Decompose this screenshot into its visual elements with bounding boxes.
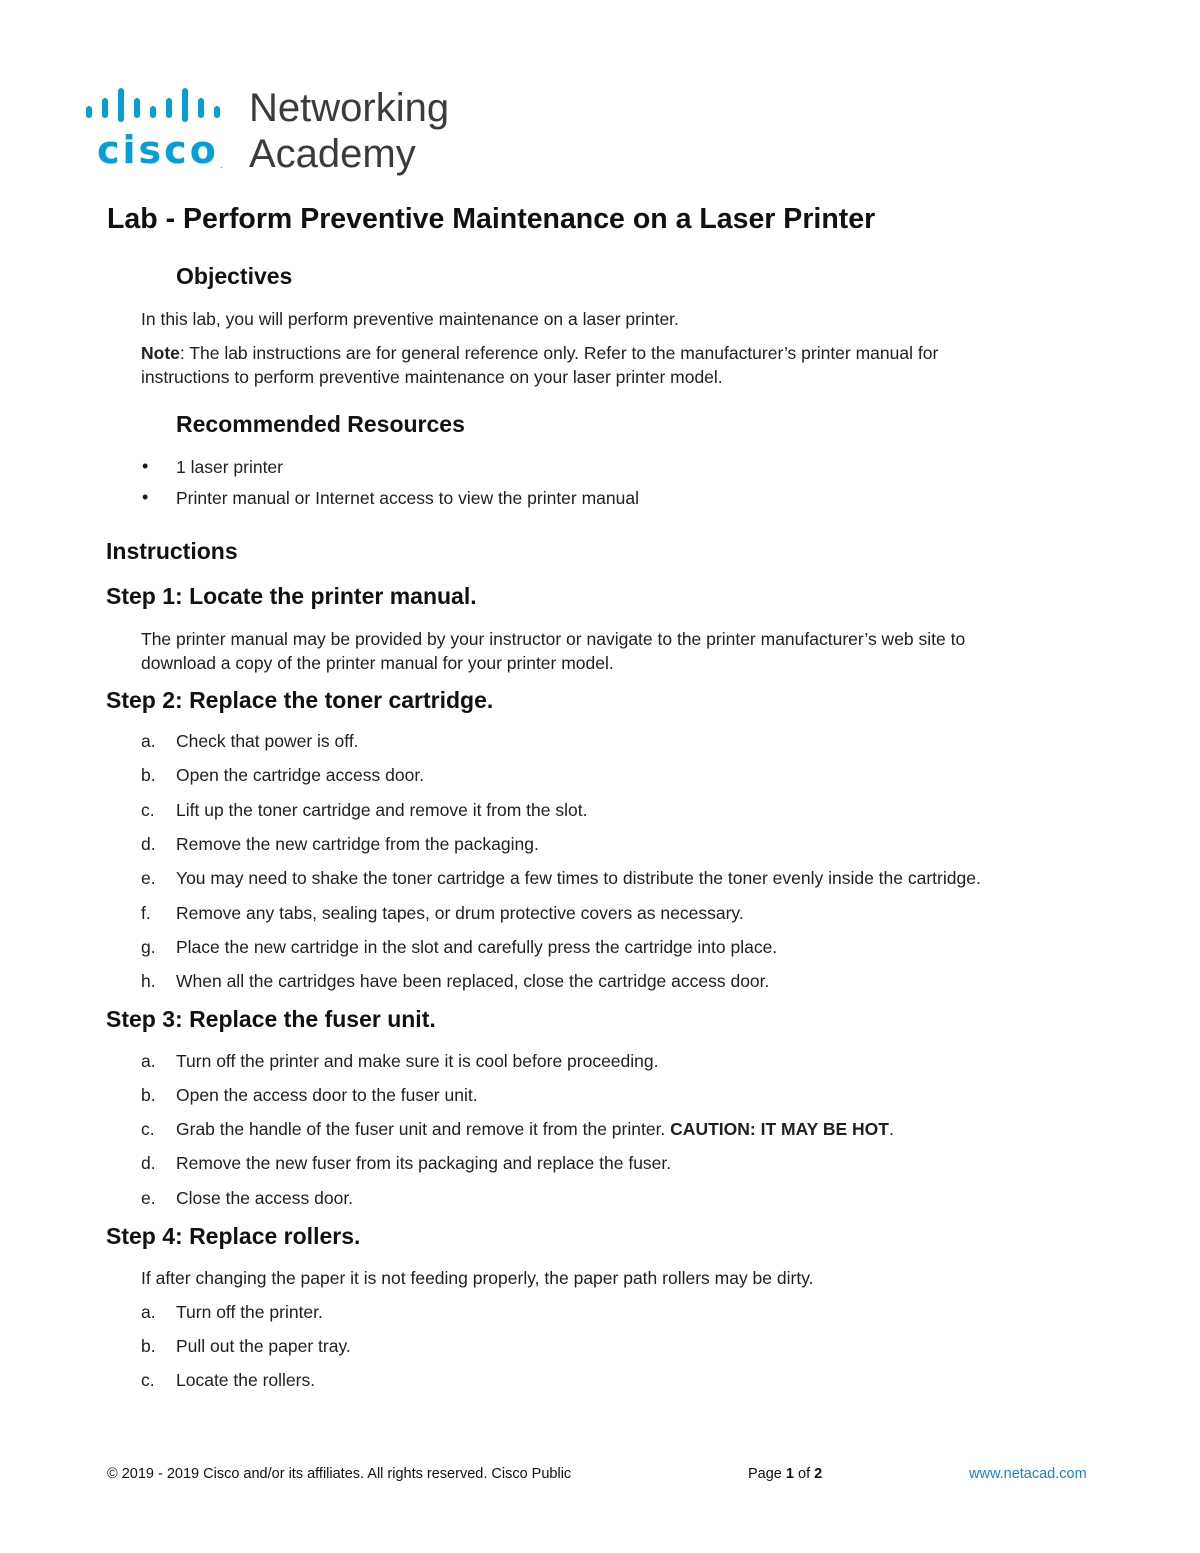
list-letter: a. <box>141 1302 156 1322</box>
instructions-heading: Instructions <box>106 538 238 564</box>
footer-netacad-link[interactable]: www.netacad.com <box>969 1466 1087 1482</box>
list-letter: b. <box>141 1085 156 1105</box>
step-2-heading: Step 2: Replace the toner cartridge. <box>106 687 494 713</box>
list-letter: c. <box>141 1119 155 1139</box>
list-letter: b. <box>141 765 156 785</box>
list-item-text: Grab the handle of the fuser unit and remove it from the printer. <box>176 1119 671 1139</box>
list-letter: e. <box>141 1188 156 1208</box>
list-item-end: . <box>888 1119 894 1139</box>
resource-item: 1 laser printer <box>176 457 283 477</box>
resource-item: Printer manual or Internet access to view the printer manual <box>176 488 639 508</box>
list-item: Locate the rollers. <box>176 1370 316 1390</box>
caution-text: CAUTION: IT MAY BE HOT <box>670 1119 889 1139</box>
logo-networking-text: Networking <box>249 86 450 130</box>
list-letter: f. <box>141 903 151 923</box>
list-letter: g. <box>141 937 156 957</box>
lab-title: Lab - Perform Preventive Maintenance on a Laser Printer <box>107 203 876 235</box>
of-word: of <box>798 1466 811 1482</box>
step-1-text-line-2: download a copy of the printer manual for your printer model. <box>141 653 614 673</box>
page-current: 1 <box>785 1466 794 1482</box>
list-letter: c. <box>141 800 155 820</box>
list-item: Open the access door to the fuser unit. <box>176 1085 478 1105</box>
cisco-bridge-bars-icon <box>82 86 232 126</box>
list-item: Pull out the paper tray. <box>176 1336 351 1356</box>
list-item: Turn off the printer and make sure it is cool before proceeding. <box>176 1051 659 1071</box>
resources-heading: Recommended Resources <box>176 411 465 437</box>
step-3-heading: Step 3: Replace the fuser unit. <box>106 1006 436 1032</box>
footer-page-number <box>748 1464 822 1484</box>
note-text-1: : The lab instructions are for general reference only. Refer to the manufacturer’s printer manual for <box>179 343 939 363</box>
list-item: Remove any tabs, sealing tapes, or drum protective covers as necessary. <box>176 903 744 923</box>
page-word: Page <box>748 1466 782 1482</box>
list-letter: a. <box>141 731 156 751</box>
list-item: Open the cartridge access door. <box>176 765 425 785</box>
list-item: When all the cartridges have been replaced, close the cartridge access door. <box>176 971 770 991</box>
bullet-icon: • <box>142 456 149 476</box>
note-line-1 <box>141 341 938 365</box>
step-4-intro: If after changing the paper it is not feeding properly, the paper path rollers may be dirty. <box>141 1268 814 1288</box>
page-total: 2 <box>814 1466 823 1482</box>
list-letter: d. <box>141 834 156 854</box>
list-letter: a. <box>141 1051 156 1071</box>
logo-academy-text: Academy <box>249 132 416 176</box>
list-item: Place the new cartridge in the slot and carefully press the cartridge into place. <box>176 937 778 957</box>
list-item: Check that power is off. <box>176 731 359 751</box>
list-letter: d. <box>141 1153 156 1173</box>
cisco-wordmark: cisco <box>97 128 219 172</box>
step-4-heading: Step 4: Replace rollers. <box>106 1223 361 1249</box>
list-item: Turn off the printer. <box>176 1302 323 1322</box>
list-item: Lift up the toner cartridge and remove it from the slot. <box>176 800 588 820</box>
note-label: Note <box>141 343 180 363</box>
trademark-mark: . <box>220 160 223 171</box>
objectives-text: In this lab, you will perform preventive maintenance on a laser printer. <box>141 309 679 329</box>
list-item: Close the access door. <box>176 1188 354 1208</box>
objectives-heading: Objectives <box>176 263 293 289</box>
list-letter: h. <box>141 971 156 991</box>
list-letter: e. <box>141 868 156 888</box>
step-1-text-line-1: The printer manual may be provided by your instructor or navigate to the printer manufacturer’s web site to <box>141 629 966 649</box>
list-item <box>176 1117 894 1141</box>
list-letter: b. <box>141 1336 156 1356</box>
footer-copyright: © 2019 - 2019 Cisco and/or its affiliates. All rights reserved. Cisco Public <box>107 1466 572 1482</box>
note-line-2: instructions to perform preventive maintenance on your laser printer model. <box>141 367 723 387</box>
list-letter: c. <box>141 1370 155 1390</box>
bullet-icon: • <box>142 487 149 507</box>
list-item: You may need to shake the toner cartridge a few times to distribute the toner evenly inside the cartridge. <box>176 868 981 888</box>
list-item: Remove the new cartridge from the packaging. <box>176 834 539 854</box>
list-item: Remove the new fuser from its packaging and replace the fuser. <box>176 1153 672 1173</box>
step-1-heading: Step 1: Locate the printer manual. <box>106 583 477 609</box>
